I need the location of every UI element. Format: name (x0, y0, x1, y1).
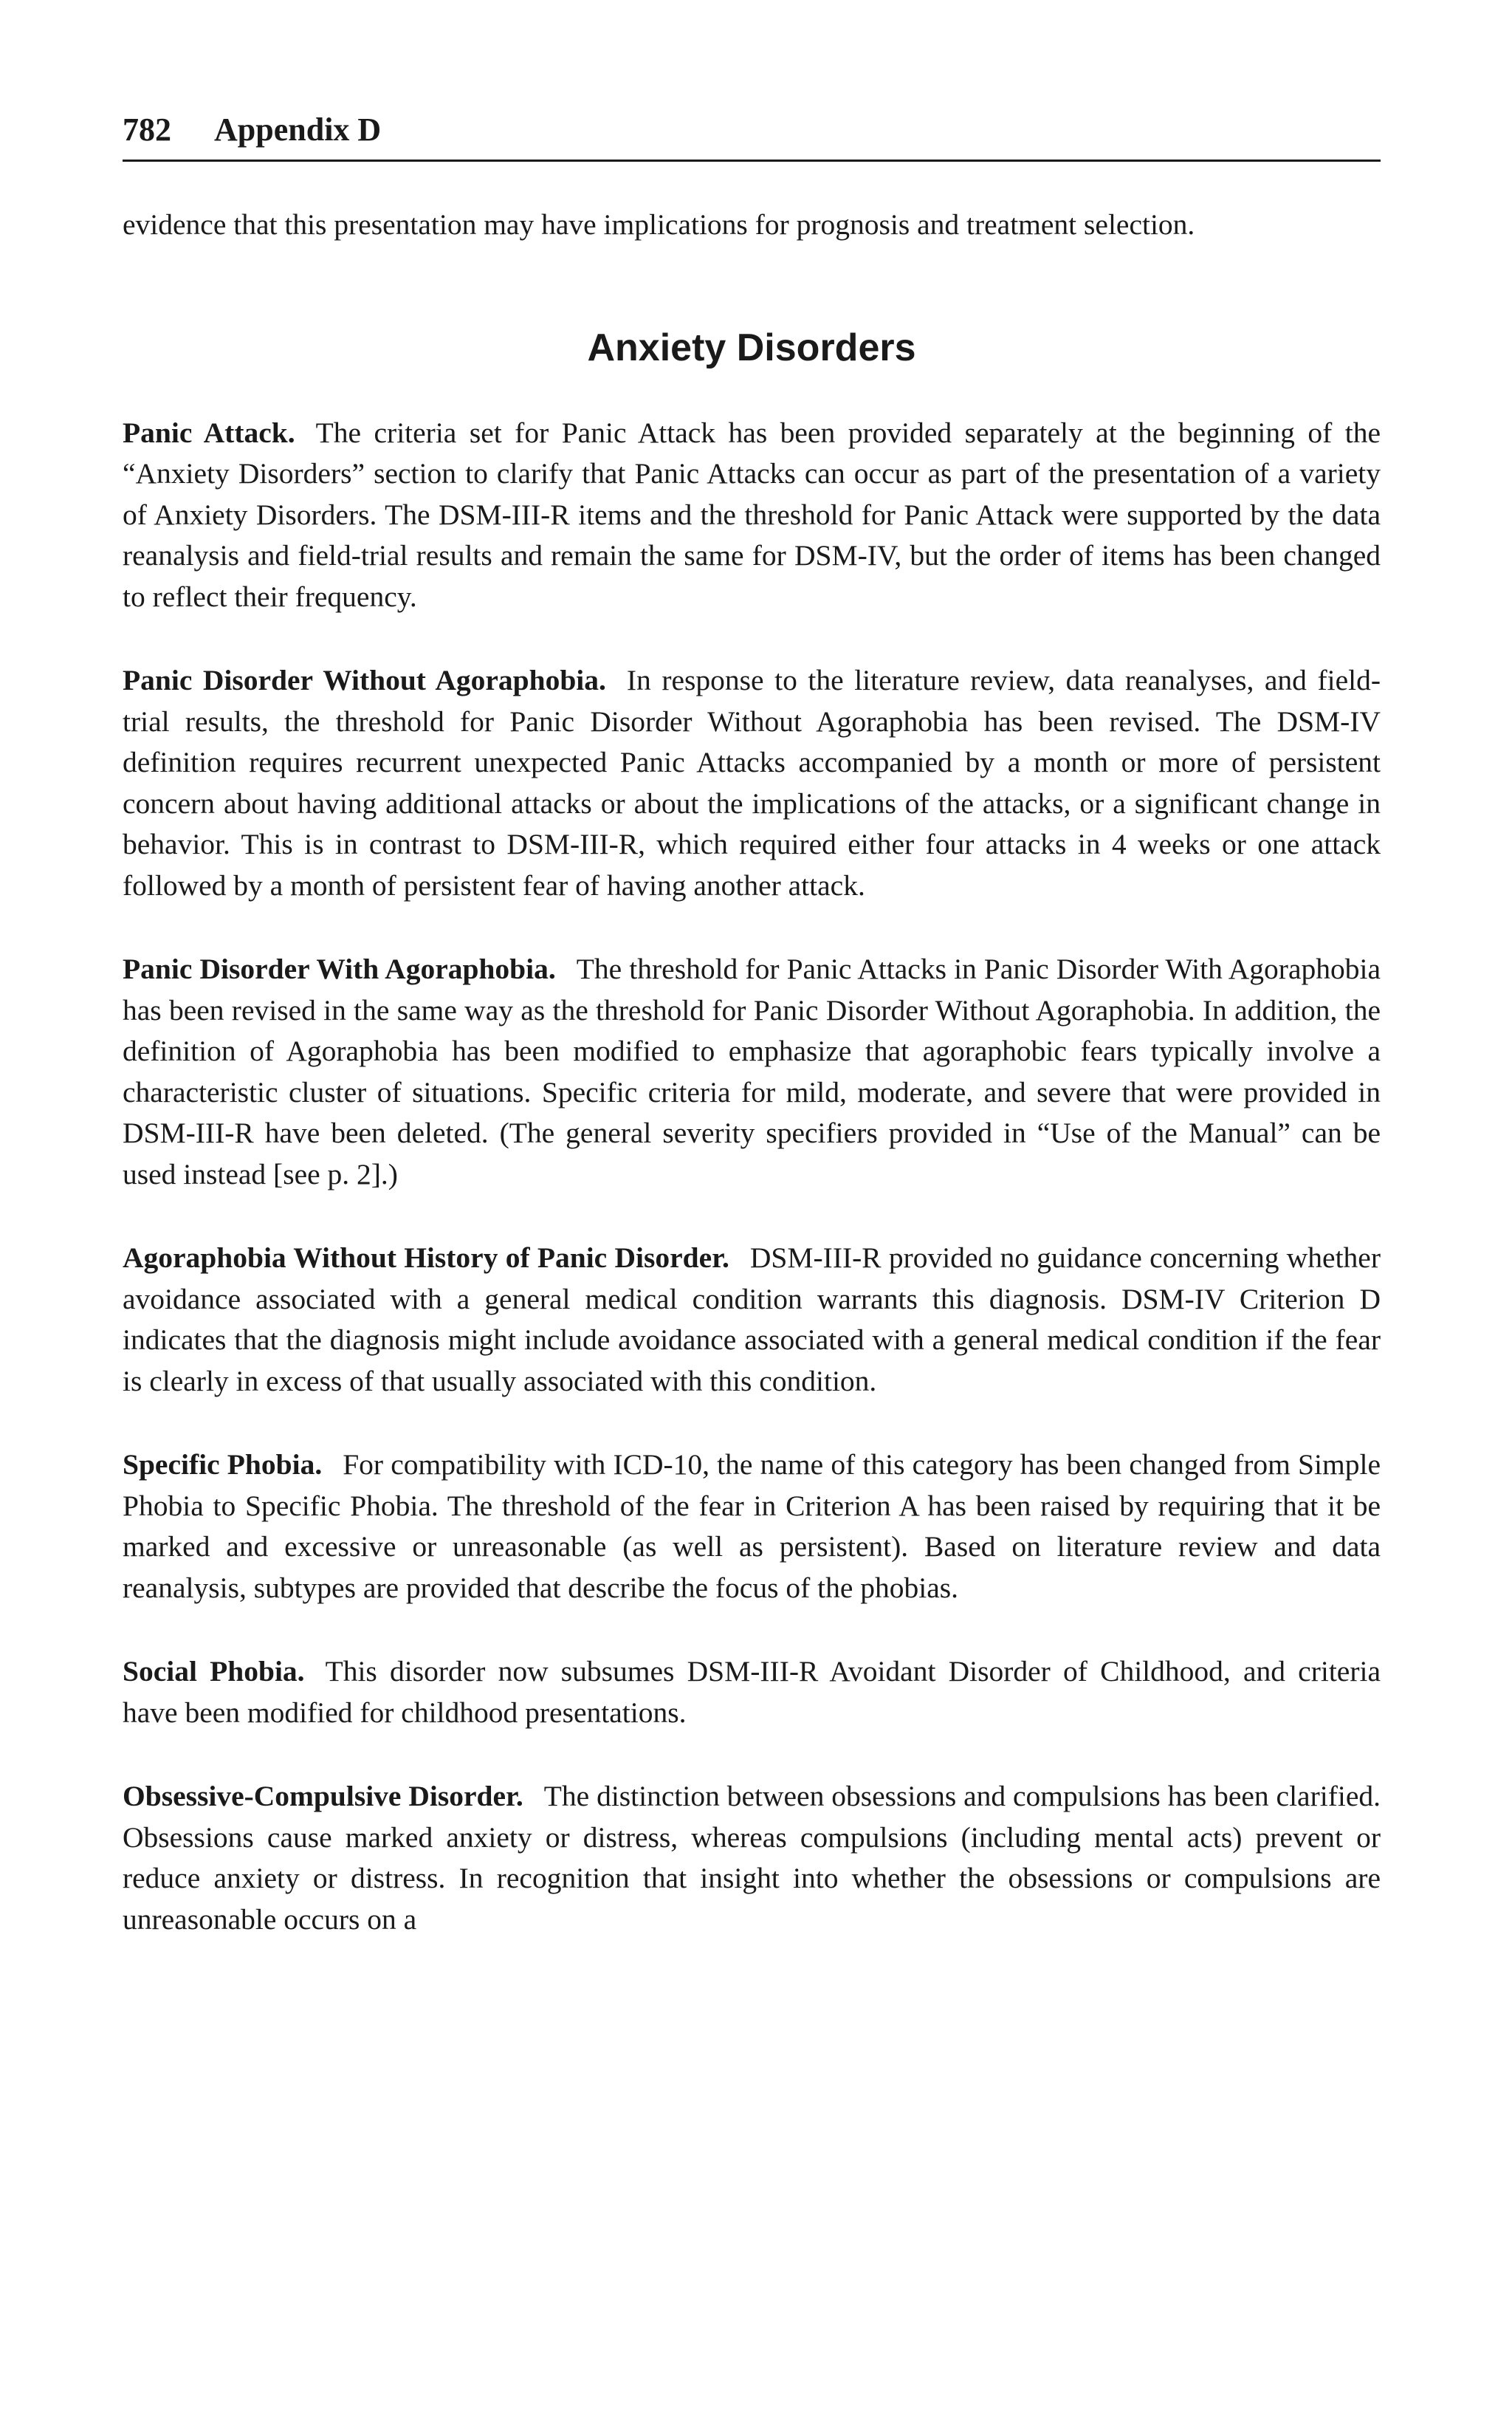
running-head (123, 111, 1381, 162)
entry-panic-attack (123, 413, 1381, 618)
entry-term: Obsessive-Compulsive Disorder. (123, 1780, 523, 1812)
entry-term: Social Phobia. (123, 1655, 305, 1687)
entry-term: Panic Attack. (123, 416, 295, 449)
entry-text: For compatibility with ICD-10, the name of this category has been changed from Simple Phobia to Specific Phobia. The threshold of the fear in Criterion A has been raised by requiring that it be marked and excessive or unreasonable (as well as persistent). Based on literature review and data reanalysis, subtypes are provided that describe the focus of the phobias. (123, 1448, 1381, 1604)
entry-term: Specific Phobia. (123, 1448, 323, 1481)
section-title: Anxiety Disorders (587, 326, 916, 369)
document-page (123, 111, 1381, 1983)
entry-text: The threshold for Panic Attacks in Panic Disorder With Agoraphobia has been revised in the same way as the threshold for Panic Disorder Without Agoraphobia. In addition, the definition of Agoraphobia has been modified to emphasize that agoraphobic fears typically involve a characteristic cluster of situations. Specific criteria for mild, moderate, and severe that were provided in DSM-III-R have been deleted. (The general severity specifiers provided in “Use of the Manual” can be used instead [see p. 2].) (123, 953, 1381, 1190)
entry-text: DSM-III-R provided no guidance concerning whether avoidance associated with a general medical condition warrants this diagnosis. DSM-IV Criterion D indicates that the diagnosis might include avoidance associated with a general medical condition if the fear is clearly in excess of that usually associated with this condition. (123, 1241, 1381, 1397)
entry-text: In response to the literature review, data reanalyses, and field-trial results, the threshold for Panic Disorder Without Agoraphobia has been revised. The DSM-IV definition requires recurrent unexpected Panic Attacks accompanied by a month or more of persistent concern about having additional attacks or about the implications of the attacks, or a significant change in behavior. This is in contrast to DSM-III-R, which required either four attacks in 4 weeks or one attack followed by a month of persistent fear of having another attack. (123, 664, 1381, 902)
entry-social-phobia (123, 1651, 1381, 1733)
entry-panic-disorder-without-agoraphobia (123, 660, 1381, 906)
entry-term: Panic Disorder With Agoraphobia. (123, 953, 556, 985)
entry-obsessive-compulsive-disorder (123, 1776, 1381, 1940)
entry-agoraphobia-without-history (123, 1238, 1381, 1402)
entry-panic-disorder-with-agoraphobia (123, 949, 1381, 1195)
running-title: Appendix D (214, 112, 382, 148)
entry-text: The criteria set for Panic Attack has been provided separately at the beginning of the “Anxiety Disorders” section to clarify that Panic Attacks can occur as part of the presentation of a variety of Anxiety Disorders. The DSM-III-R items and the threshold for Panic Attack were supported by the data reanalysis and field-trial results and remain the same for DSM-IV, but the order of items has been changed to reflect their frequency. (123, 416, 1381, 613)
entry-text: This disorder now subsumes DSM-III-R Avoidant Disorder of Childhood, and criteria have been modified for childhood presentations. (123, 1655, 1381, 1729)
intro-paragraph: evidence that this presentation may have implications for prognosis and treatment selection. (123, 208, 1195, 241)
page-number: 782 (123, 112, 171, 148)
entry-text: The distinction between obsessions and compulsions has been clarified. Obsessions cause marked anxiety or distress, whereas compulsions (including mental acts) prevent or reduce anxiety or distress. In recognition that insight into whether the obsessions or compulsions are unreasonable occurs on a (123, 1780, 1381, 1936)
entry-specific-phobia (123, 1445, 1381, 1608)
entry-term: Agoraphobia Without History of Panic Disorder. (123, 1241, 729, 1274)
entry-term: Panic Disorder Without Agoraphobia. (123, 664, 606, 696)
